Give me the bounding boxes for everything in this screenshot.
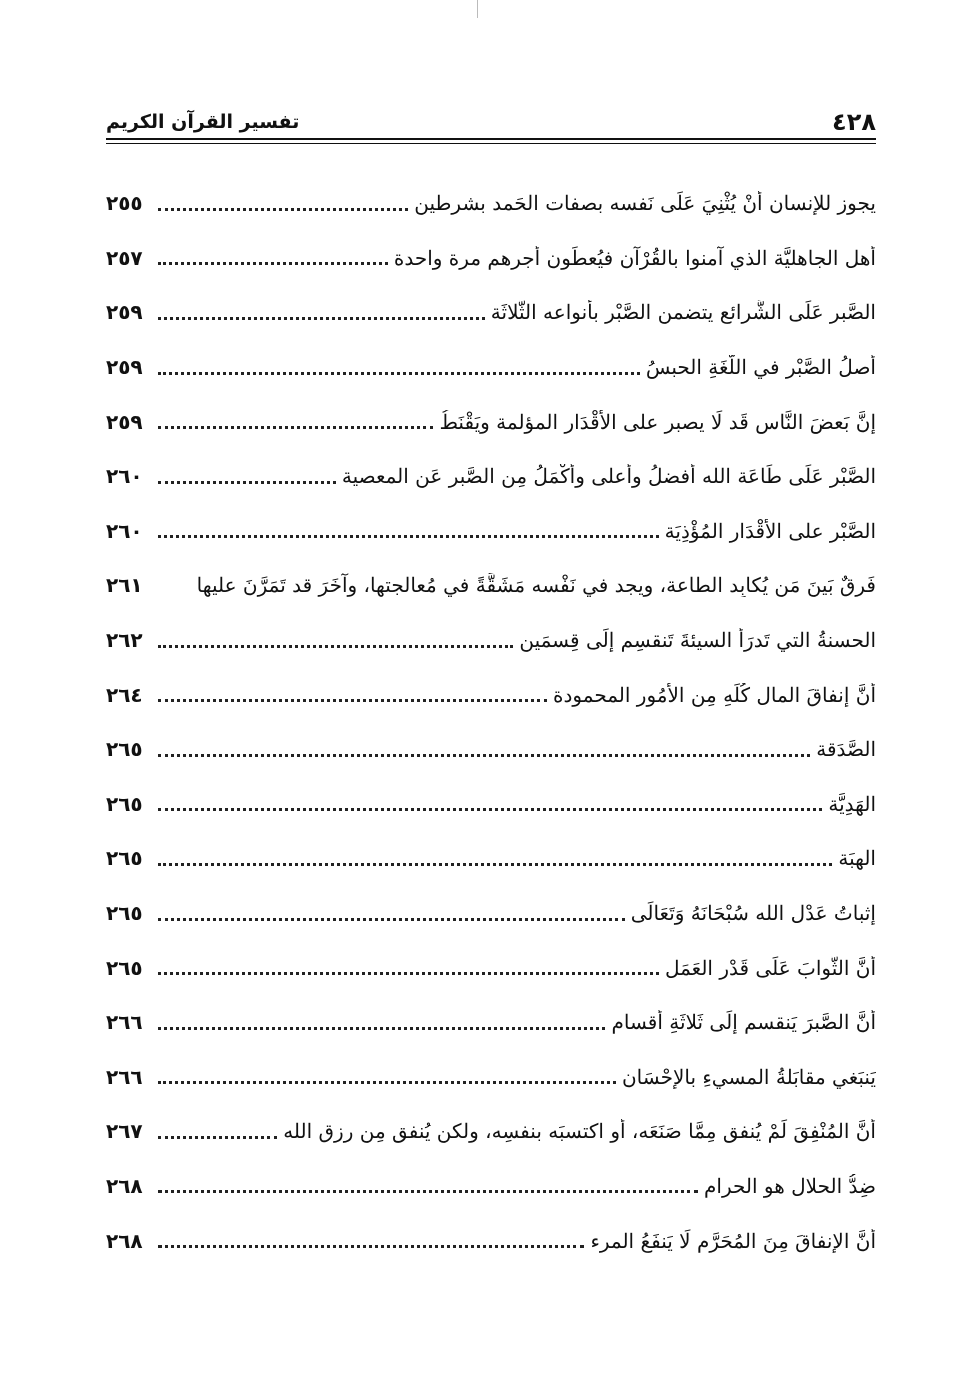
toc-entry-title: إثباتُ عَدْلِ الله سُبْحَانَهُ وَتَعَالَى [630,901,876,926]
header-rule [106,138,876,140]
toc-entry-page: ٢٦٥ [106,846,143,871]
toc-entry-title: يجوز للإنسان أَنْ يُثْنِيَ عَلَى نَفسه بصفات الحَمد بشرطين [414,191,876,216]
toc-entry-title: إنَّ بَعضَ النَّاس قَد لَا يصبر على الأَقْدَار المؤلمة ويَقْنَطُ [439,409,876,434]
toc-entry-title: أَنَّ الثَّوابَ عَلَى قَدْرِ العَمَل [664,955,876,980]
toc-entry-title: أَنَّ الصَّبرَ يَنقسم إِلَى ثَلاثَةِ أَقسام [611,1010,876,1035]
dot-leader [158,1245,584,1248]
table-of-contents [106,176,876,1268]
header-rule-thin [106,143,876,144]
dot-leader [158,1136,277,1139]
toc-entry [106,1159,876,1214]
toc-entry-page: ٢٦٦ [106,1010,143,1035]
dot-leader [158,262,388,265]
dot-leader [158,481,336,484]
page-number: ٤٢٨ [832,108,876,136]
dot-leader [158,208,408,211]
toc-entry [106,940,876,995]
toc-entry-page: ٢٥٩ [106,300,143,325]
dot-leader [158,372,640,375]
toc-entry [106,285,876,340]
running-header [106,100,876,136]
toc-entry-page: ٢٥٥ [106,191,143,216]
dot-leader [158,1081,616,1084]
toc-entry-page: ٢٦٥ [106,955,143,980]
toc-entry [106,995,876,1050]
toc-entry-title: الحسنةُ التي تَدرَأُ السيئةَ تَنقسِم إِلَى قِسمَين [519,628,876,653]
toc-entry-title: الهَدِيَّة [828,791,876,816]
toc-entry [106,667,876,722]
toc-entry [106,504,876,559]
book-title: تفسير القرآن الكريم [106,111,300,133]
toc-entry-title: الهِبَة [838,846,876,871]
toc-entry [106,613,876,668]
toc-entry-title: أصلُ الصَّبْر في اللُّغَةِ الحبسُ [645,355,876,380]
toc-entry-page: ٢٦٥ [106,737,143,762]
toc-entry [106,231,876,286]
toc-entry-title: الصَّبْر على الأَقْدَار المُؤْذِيَة [664,518,876,543]
toc-entry-page: ٢٦١ [106,573,143,598]
toc-entry-title: الصَّبْر عَلَى طَاعَة الله أفضلُ وأعلى وأَكْمَلُ مِن الصَّبرِ عَنِ المعصية [341,464,876,489]
page-margin-mark [477,0,478,18]
toc-entry-title: الصَّبر عَلَى الشَّرائع يتضمن الصَّبْر بأنواعه الثَّلاثَة [490,300,876,325]
toc-entry [106,394,876,449]
dot-leader [158,1190,698,1193]
toc-entry-page: ٢٦٦ [106,1064,143,1089]
toc-entry-page: ٢٦٥ [106,791,143,816]
toc-entry-title: يَنبَغي مقابَلةُ المسيءِ بالإِحْسَان [621,1064,876,1089]
dot-leader [158,699,547,702]
toc-entry-page: ٢٦٨ [106,1228,143,1253]
toc-entry-page: ٢٦٠ [106,518,143,543]
dot-leader [158,535,659,538]
toc-entry-page: ٢٥٩ [106,409,143,434]
toc-entry-page: ٢٦٢ [106,628,143,653]
toc-entry-title: أَنَّ إنفاقَ المالِ كُلِّهِ مِن الأُمُور المحمودة [553,682,876,707]
toc-entry [106,1213,876,1268]
toc-entry [106,831,876,886]
toc-entry [106,722,876,777]
toc-entry-page: ٢٦٤ [106,682,143,707]
toc-entry-title: الصَّدَقة [816,737,876,762]
toc-entry-title: فَرقٌ بَينَ مَن يُكابِد الطاعة، ويجد في نَفْسه مَشَقَّةً في مُعالجتها، وآخَرَ قد تَمَرَّنَ عليها [196,573,876,598]
toc-entry-page: ٢٦٠ [106,464,143,489]
dot-leader [158,808,822,811]
toc-entry-page: ٢٦٨ [106,1173,143,1198]
toc-entry-page: ٢٦٥ [106,901,143,926]
toc-entry [106,777,876,832]
dot-leader [158,1027,605,1030]
dot-leader [158,426,433,429]
toc-entry-title: أَنَّ المُنْفِقَ لَمْ يُنفق مِمَّا صَنَعَه، أو اكتسبَه بنفسِه، ولكن يُنفق مِن رزق الله [283,1119,876,1144]
toc-entry [106,176,876,231]
toc-entry [106,1050,876,1105]
dot-leader [158,317,485,320]
dot-leader [158,863,832,866]
dot-leader [158,972,659,975]
toc-entry-title: أَهل الجاهليَّة الذي آمنوا بالقُرْآن فيُعطَون أجرهم مرة واحدة [393,245,876,270]
toc-entry-page: ٢٥٩ [106,355,143,380]
toc-entry-page: ٢٥٧ [106,245,143,270]
toc-entry-title: ضِدُّ الحلال هو الحرام [704,1173,876,1198]
toc-entry-title: أَنَّ الإنفاقَ مِنَ المُحَرَّمِ لَا يَنفَعُ المرء [590,1228,876,1253]
dot-leader [158,754,810,757]
toc-entry-page: ٢٦٧ [106,1119,143,1144]
toc-entry [106,886,876,941]
toc-entry [106,558,876,613]
toc-entry [106,340,876,395]
toc-entry [106,449,876,504]
toc-entry [106,1104,876,1159]
dot-leader [158,918,625,921]
dot-leader [158,645,513,648]
